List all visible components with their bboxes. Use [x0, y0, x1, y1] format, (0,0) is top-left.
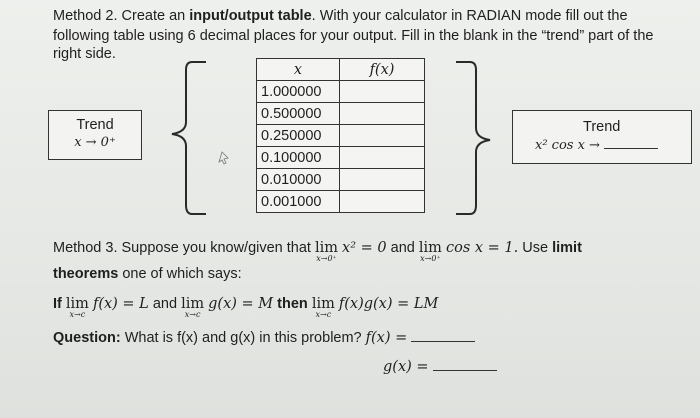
right-trend-label: Trend: [583, 119, 621, 135]
theorems-bold-word: theorems: [53, 266, 119, 282]
method3-line2: [53, 266, 242, 282]
f-answer-label: f(x) =: [365, 330, 408, 346]
fx-input-cell[interactable]: [340, 169, 425, 191]
header-fx: f(x): [340, 59, 425, 81]
question-text: What is f(x) and g(x) in this problem?: [124, 330, 362, 346]
question-label: Question:: [53, 330, 121, 346]
x-value: 0.250000: [257, 125, 340, 147]
lim-subscript: x→0⁺: [420, 254, 441, 263]
method2-line2: following table using 6 decimal places for your output. Fill in the blank in the “trend” part of the: [53, 28, 654, 44]
limit-bold-word: limit: [552, 240, 582, 256]
lim-text: lim: [314, 240, 339, 256]
input-output-table: [256, 58, 425, 213]
trend-answer-blank[interactable]: [604, 148, 658, 149]
theorem-fg-eq: f(x)g(x) = LM: [338, 296, 439, 312]
fx-input-cell[interactable]: [340, 103, 425, 125]
method2-line3: right side.: [53, 46, 116, 62]
theorems-rest: one of which says:: [122, 266, 242, 282]
fx-input-cell[interactable]: [340, 147, 425, 169]
if-word: If: [53, 296, 62, 312]
table-row: [257, 103, 425, 125]
table-row: [257, 125, 425, 147]
then-word: then: [277, 296, 308, 312]
x-value: 0.500000: [257, 103, 340, 125]
theorem-line: [53, 296, 439, 319]
theorem-f-eq: f(x) = L: [92, 296, 149, 312]
decorative-cursor-icon: [219, 152, 228, 164]
g-answer-line: [383, 359, 497, 375]
left-trend-label: Trend: [76, 117, 114, 133]
lim-text: lim: [418, 240, 442, 256]
x-value: 0.100000: [257, 147, 340, 169]
table-row: [257, 169, 425, 191]
left-trend-expression: x → 0⁺: [74, 135, 116, 150]
right-trend-expression: x² cos x →: [535, 138, 600, 153]
fx-input-cell[interactable]: [340, 125, 425, 147]
method2-prefix: Method 2. Create an: [53, 8, 190, 24]
method3-intro: Method 3. Suppose you know/given that: [53, 240, 311, 256]
limit-notation-1: [314, 240, 339, 263]
expr-cos: cos x = 1.: [445, 240, 519, 256]
x-value: 0.010000: [257, 169, 340, 191]
method3-line1: [53, 240, 582, 263]
method2-bold-phrase: input/output table: [189, 8, 312, 24]
x-value: 1.000000: [257, 81, 340, 103]
table-row: [257, 147, 425, 169]
fx-input-cell[interactable]: [340, 81, 425, 103]
lim-text: lim: [181, 296, 205, 312]
g-answer-blank[interactable]: [433, 370, 497, 371]
table-row: [257, 81, 425, 103]
x-value: 0.001000: [257, 191, 340, 213]
use-word: Use: [522, 240, 549, 256]
right-trend-box: [512, 110, 692, 164]
header-x: x: [257, 59, 340, 81]
limit-notation-2: [418, 240, 442, 263]
lim-subscript: x→c: [315, 310, 332, 319]
table-header-row: [257, 59, 425, 81]
theorem-limit-3: [311, 296, 335, 319]
theorem-and: and: [152, 296, 178, 312]
lim-text: lim: [311, 296, 335, 312]
right-brace: [456, 62, 490, 214]
lim-subscript: x→c: [69, 310, 86, 319]
lim-subscript: x→0⁺: [316, 254, 337, 263]
table-row: [257, 191, 425, 213]
lim-text: lim: [65, 296, 89, 312]
theorem-limit-1: [65, 296, 89, 319]
expr-x-squared: x² = 0: [342, 240, 387, 256]
and-word: and: [390, 240, 415, 256]
question-line: [53, 330, 475, 346]
method2-suffix: . With your calculator in RADIAN mode fill out the: [311, 8, 628, 24]
theorem-limit-2: [181, 296, 205, 319]
left-brace: [172, 62, 206, 214]
theorem-g-eq: g(x) = M: [208, 296, 274, 312]
fx-input-cell[interactable]: [340, 191, 425, 213]
g-answer-label: g(x) =: [383, 359, 429, 375]
f-answer-blank[interactable]: [411, 341, 475, 342]
lim-subscript: x→c: [184, 310, 201, 319]
